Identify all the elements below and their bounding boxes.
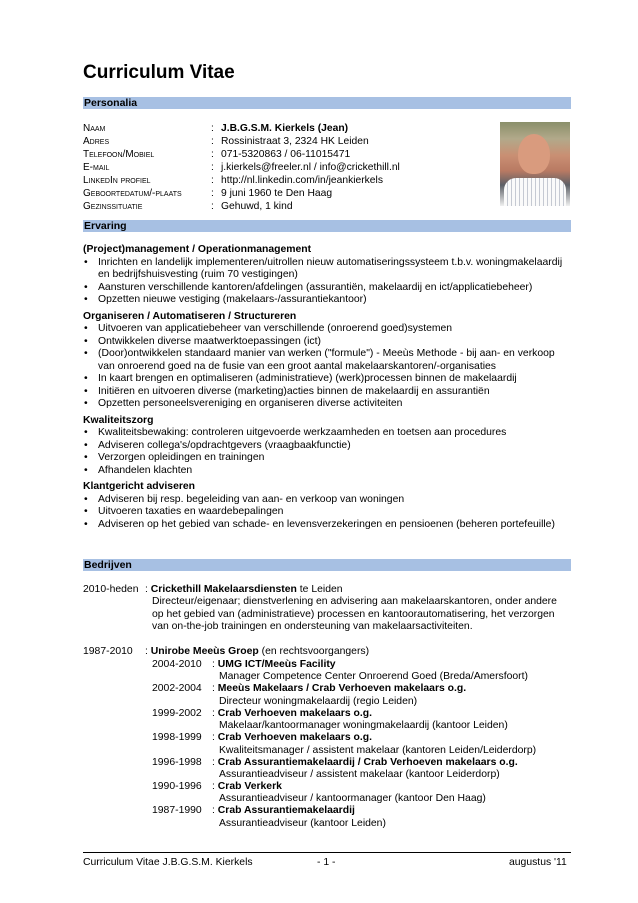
personalia-row (83, 200, 400, 213)
ervaring-item: • Opzetten personeelsvereniging en organiseren diverse activiteiten (83, 398, 573, 411)
ervaring-item: • (Door)ontwikkelen standaard manier van werken ("formule") - Meeùs Methode - bij aan- en verkoop van onroerend goed na de fusie van een groot aantal makelaarskantoren/-organisaties (83, 348, 573, 373)
role-company-line: : Crab Verhoeven makelaars o.g. (212, 732, 372, 744)
role-company: UMG ICT/Meeùs Facility (217, 659, 336, 670)
personalia-row (83, 135, 400, 148)
footer-date: augustus '11 (509, 857, 567, 868)
role-body (212, 757, 572, 782)
company-unirobe (83, 646, 571, 660)
role-title: Assurantieadviseur (kantoor Leiden) (219, 817, 386, 829)
personalia-separator: : (211, 175, 214, 186)
ervaring-item: • Verzorgen opleidingen en trainingen (83, 452, 573, 465)
photo-shirt (504, 178, 566, 206)
company-desc-2: op het gebied van (administratieve) processen en kantoorautomatisering, het verzorgen (152, 608, 555, 620)
company-desc-3: van on-the-job trainingen en ondersteuning van makelaarsactiviteiten. (152, 621, 473, 633)
ervaring-item: • In kaart brengen en optimaliseren (administratieve) (werk)processen binnen de makelaardij (83, 373, 573, 386)
ervaring-item: • Aansturen verschillende kantoren/afdelingen (assurantiën, makelaardij en ict/applicatiebeheer) (83, 282, 573, 295)
personalia-label: Gezinssituatie (83, 201, 143, 212)
section-bar-ervaring: Ervaring (83, 220, 571, 232)
ervaring-item: • Adviseren bij resp. begeleiding van aan- en verkoop van woningen (83, 494, 573, 507)
ervaring-list (83, 257, 573, 307)
company-heading: : Crickethill Makelaarsdiensten te Leiden (145, 584, 343, 595)
page-title: Curriculum Vitae (83, 62, 235, 83)
role-body (212, 781, 572, 806)
ervaring-item: • Uitvoeren van applicatiebeheer van verschillende (onroerend goed)systemen (83, 323, 573, 336)
personalia-separator: : (211, 149, 214, 160)
role-company: Crab Assurantiemakelaardij / Crab Verhoeven makelaars o.g. (217, 756, 518, 768)
personalia-label: Adres (83, 136, 110, 147)
company-heading: : Unirobe Meeùs Groep (en rechtsvoorgangers) (145, 646, 370, 657)
ervaring-item: • Kwaliteitsbewaking: controleren uitgevoerde werkzaamheden en toetsen aan procedures (83, 427, 573, 440)
personalia-row (83, 122, 400, 135)
personalia-row (83, 174, 400, 187)
company-crickethill (83, 584, 571, 632)
personalia-separator: : (211, 162, 214, 173)
footer-left: Curriculum Vitae J.B.G.S.M. Kierkels (83, 857, 253, 868)
ervaring-item: • Afhandelen klachten (83, 465, 573, 478)
role-years: 1996-1998 (152, 756, 202, 768)
personalia-value: 9 juni 1960 te Den Haag (221, 188, 333, 199)
role-body (212, 708, 572, 733)
company-years: 2010-heden (83, 584, 139, 595)
footer-divider (83, 852, 571, 853)
personalia-value: j.kierkels@freeler.nl / info@crickethill.nl (221, 162, 400, 173)
company-note: (en rechtsvoorgangers) (258, 646, 370, 657)
ervaring-group (83, 244, 573, 307)
role-company-line: : Meeùs Makelaars / Crab Verhoeven makelaars o.g. (212, 683, 467, 695)
role-title: Manager Competence Center Onroerend Goed (Breda/Amersfoort) (219, 671, 528, 683)
photo-face (518, 134, 550, 174)
role-body (212, 732, 572, 757)
role-entry (152, 659, 572, 684)
ervaring-heading: Organiseren / Automatiseren / Structureren (83, 310, 297, 322)
personalia-value: 071-5320863 / 06-11015471 (221, 149, 351, 160)
role-years: 1990-1996 (152, 781, 202, 792)
personalia-label: Telefoon/Mobiel (83, 149, 155, 160)
company-name: Unirobe Meeùs Groep (150, 646, 259, 657)
role-title: Directeur woningmakelaardij (regio Leiden) (219, 695, 418, 707)
role-entry (152, 781, 572, 806)
role-years: 2004-2010 (152, 659, 202, 670)
personalia-value: http://nl.linkedin.com/in/jeankierkels (221, 175, 383, 186)
role-company: Crab Verhoeven makelaars o.g. (217, 707, 372, 719)
role-entry (152, 805, 572, 830)
ervaring-heading: (Project)management / Operationmanagement (83, 244, 312, 255)
ervaring-list (83, 427, 573, 477)
role-entry (152, 757, 572, 782)
ervaring-content (83, 244, 573, 535)
ervaring-group (83, 415, 573, 478)
ervaring-item: • Inrichten en landelijk implementeren/uitrollen nieuw automatiseringssysteem t.b.v. woningmakelaardij en bedrijfshuisvesting (ruim 70 vestigingen) (83, 257, 573, 282)
company-place: te Leiden (296, 584, 343, 595)
role-company: Crab Assurantiemakelaardij (217, 805, 355, 817)
role-years: 1987-1990 (152, 805, 202, 817)
role-company-line: : Crab Assurantiemakelaardij / Crab Verhoeven makelaars o.g. (212, 756, 518, 768)
role-entry (152, 683, 572, 708)
role-company-line: : Crab Assurantiemakelaardij (212, 805, 355, 817)
ervaring-heading: Kwaliteitszorg (83, 414, 154, 426)
personalia-label: E-mail (83, 162, 110, 173)
personalia-value: J.B.G.S.M. Kierkels (Jean) (221, 123, 349, 134)
ervaring-item: • Ontwikkelen diverse maatwerktoepassingen (ict) (83, 336, 573, 349)
personalia-separator: : (211, 201, 214, 212)
role-entry (152, 708, 572, 733)
personalia-separator: : (211, 123, 214, 134)
role-company-line: : Crab Verkerk (212, 781, 282, 792)
role-company: Crab Verhoeven makelaars o.g. (217, 732, 372, 744)
personalia-value: Rossinistraat 3, 2324 HK Leiden (221, 136, 369, 147)
profile-photo (500, 122, 570, 206)
ervaring-heading: Klantgericht adviseren (83, 481, 196, 492)
role-body (212, 659, 572, 684)
personalia-separator: : (211, 136, 214, 147)
personalia-label: Naam (83, 123, 106, 134)
role-years: 2002-2004 (152, 683, 202, 695)
role-company: Meeùs Makelaars / Crab Verhoeven makelaars o.g. (217, 683, 467, 695)
company-desc-1: Directeur/eigenaar; dienstverlening en advisering aan makelaarskantoren, onder andere (152, 596, 557, 608)
personalia-row (83, 148, 400, 161)
role-company: Crab Verkerk (217, 781, 282, 792)
ervaring-item: • Uitvoeren taxaties en waardebepalingen (83, 506, 573, 519)
role-company-line: : UMG ICT/Meeùs Facility (212, 659, 336, 670)
role-title: Kwaliteitsmanager / assistent makelaar (kantoren Leiden/Leiderdorp) (219, 744, 537, 756)
role-title: Assurantieadviseur / kantoormanager (kantoor Den Haag) (219, 793, 486, 805)
role-body (212, 805, 572, 830)
ervaring-item: • Adviseren collega's/opdrachtgevers (vraagbaakfunctie) (83, 440, 573, 453)
role-years: 1998-1999 (152, 732, 202, 744)
personalia-row (83, 187, 400, 200)
company-body (145, 584, 571, 634)
company-years: 1987-2010 (83, 646, 133, 657)
section-bar-personalia: Personalia (83, 97, 571, 109)
personalia-separator: : (211, 188, 214, 199)
section-bar-bedrijven: Bedrijven (83, 559, 571, 571)
ervaring-item: • Initiëren en uitvoeren diverse (marketing)acties binnen de makelaardij en assurantiën (83, 386, 573, 399)
company-name: Crickethill Makelaarsdiensten (150, 584, 297, 595)
personalia-label: LinkedIn profiel (83, 175, 151, 186)
ervaring-list (83, 494, 573, 532)
ervaring-group (83, 311, 573, 411)
footer-page-number: - 1 - (317, 857, 336, 868)
role-body (212, 683, 572, 708)
role-company-line: : Crab Verhoeven makelaars o.g. (212, 707, 372, 719)
ervaring-item: • Opzetten nieuwe vestiging (makelaars-/assurantiekantoor) (83, 294, 573, 307)
personalia-list (83, 122, 400, 213)
role-title: Assurantieadviseur / assistent makelaar (kantoor Leiderdorp) (219, 769, 500, 780)
ervaring-item: • Adviseren op het gebied van schade- en levensverzekeringen en pensioenen (beheren portefeuille) (83, 519, 573, 532)
personalia-label: Geboortedatum/-plaats (83, 188, 182, 199)
personalia-value: Gehuwd, 1 kind (221, 201, 293, 212)
ervaring-list (83, 323, 573, 411)
role-title: Makelaar/kantoormanager woningmakelaardij (kantoor Leiden) (219, 720, 508, 732)
ervaring-group (83, 481, 573, 531)
role-years: 1999-2002 (152, 707, 202, 719)
role-entry (152, 732, 572, 757)
personalia-row (83, 161, 400, 174)
